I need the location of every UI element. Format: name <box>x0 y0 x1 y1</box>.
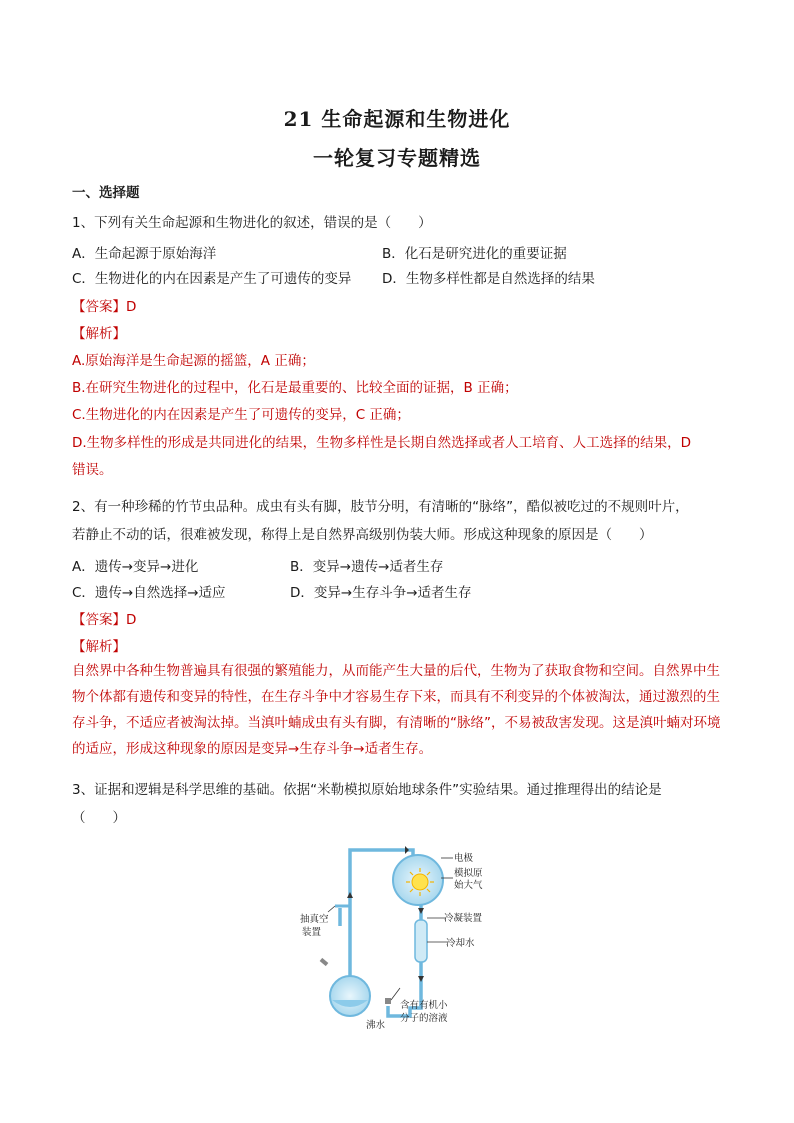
document-subtitle: 一轮复习专题精选 <box>313 146 481 170</box>
q2-answer: 【答案】D <box>72 612 137 628</box>
label-atmosphere-2: 始大气 <box>454 880 483 891</box>
q1-analysis-d-end: 错误。 <box>72 462 113 478</box>
label-vacuum-1: 抽真空 <box>300 914 329 925</box>
condenser-jacket <box>415 920 427 962</box>
label-atmosphere-1: 模拟原 <box>454 868 483 879</box>
q1-option-c: C．生物进化的内在因素是产生了可遗传的变异 <box>72 271 352 287</box>
q1-option-a: A．生命起源于原始海洋 <box>72 246 217 262</box>
q2-stem-line1: 2、有一种珍稀的竹节虫品种。成虫有头有脚，肢节分明，有清晰的“脉络”，酷似被吃过的不规则叶片， <box>72 499 689 515</box>
document-title: 21 生命起源和生物进化 <box>283 107 511 131</box>
miller-apparatus-figure <box>288 838 518 1034</box>
boiling-flask <box>330 976 370 1016</box>
q1-answer: 【答案】D <box>72 299 137 315</box>
q1-option-b: B．化石是研究进化的重要证据 <box>382 246 567 262</box>
label-condenser: 冷凝装置 <box>444 913 483 924</box>
q2-option-a: A．遗传→变异→进化 <box>72 559 199 575</box>
q1-stem: 1、下列有关生命起源和生物进化的叙述，错误的是（ ） <box>72 215 432 231</box>
q2-option-c: C．遗传→自然选择→适应 <box>72 585 226 601</box>
label-solution-2: 分子的溶液 <box>400 1013 448 1024</box>
label-electrode: 电极 <box>454 853 474 864</box>
q1-analysis-a: A.原始海洋是生命起源的摇篮，A 正确； <box>72 353 315 369</box>
q1-analysis-label: 【解析】 <box>72 326 126 342</box>
label-vacuum-2: 装置 <box>302 927 322 938</box>
q3-stem-line2: （ ） <box>72 810 126 826</box>
q2-analysis-label: 【解析】 <box>72 639 126 655</box>
q3-stem-line1: 3、证据和逻辑是科学思维的基础。依据“米勒模拟原始地球条件”实验结果。通过推理得出的结论是 <box>72 782 662 798</box>
q1-analysis-b: B.在研究生物进化的过程中，化石是最重要的、比较全面的证据，B 正确； <box>72 380 518 396</box>
q2-analysis: 自然界中各种生物普遍具有很强的繁殖能力，从而能产生大量的后代，生物为了获取食物和空间。自然界中生物个体都有遗传和变异的特性，在生存斗争中才容易生存下来，而具有不利变异的个体被淘汰，通过激烈的生存斗争，不适应者被淘汰掉。当滇叶蝻成虫有头有脚，有清晰的“脉络”，不易被敌害发现。这是滇叶蝻对环境的适应，形成这种现象的原因是变异→生存斗争→适者生存。 <box>72 663 721 757</box>
label-solution-1: 含有有机小 <box>400 1000 448 1011</box>
q1-option-d: D．生物多样性都是自然选择的结果 <box>382 271 595 287</box>
label-cooling-water: 冷却水 <box>446 938 475 949</box>
q2-option-d: D．变异→生存斗争→适者生存 <box>290 585 472 601</box>
q2-option-b: B．变异→遗传→适者生存 <box>290 559 444 575</box>
q1-analysis-c: C.生物进化的内在因素是产生了可遗传的变异，C 正确； <box>72 407 410 423</box>
q1-analysis-d: D.生物多样性的形成是共同进化的结果，生物多样性是长期自然选择或者人工培育、人工选择的结果，D <box>72 435 692 451</box>
q2-stem-line2: 若静止不动的话，很难被发现，称得上是自然界高级别伪装大师。形成这种现象的原因是（ ） <box>72 527 653 543</box>
label-boiling-water: 沸水 <box>366 1020 386 1031</box>
section-heading: 一、选择题 <box>72 185 140 201</box>
